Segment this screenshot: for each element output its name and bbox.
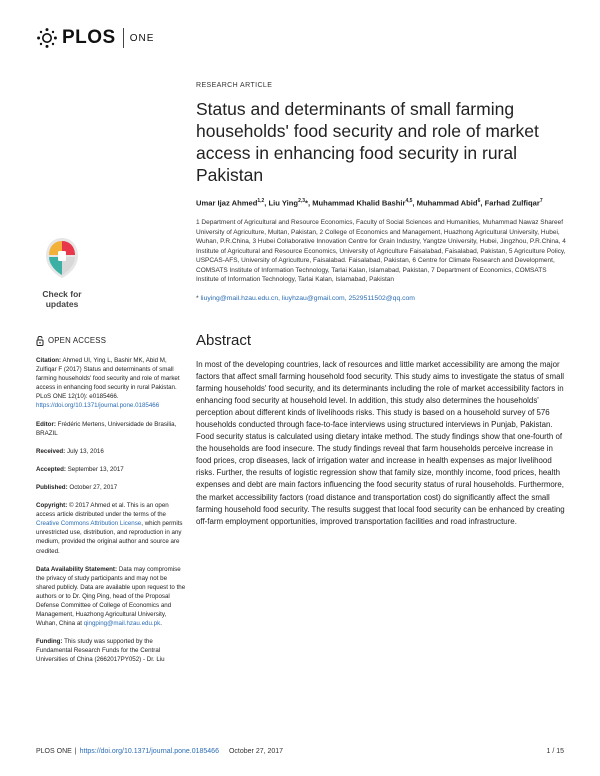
plos-logo-icon [36,27,58,49]
published-label: Published: [36,483,68,491]
data-availability-text: Data may compromise the privacy of study participants and may not be shared publicly. Data are available upon request to the authors or to Dr. Qing Ping, head of the Proposal Defense Committee of College of Economics and Management, Huazhong Agricultural University, Wuhan, China at [36,565,186,628]
logo-text: PLOS [62,27,116,48]
main-content [196,82,568,528]
footer-separator: | [74,748,77,755]
accepted-block [36,465,186,474]
author-affil-sup: 6 [477,198,481,204]
funding-text: This study was supported by the Fundamental Research Funds for the Central Universities of China (2662017PY052) - Dr. Liu [36,638,165,664]
crossmark-label-line2: updates [45,299,79,309]
crossmark-icon [42,236,82,280]
funding-label: Funding: [36,638,63,646]
data-email-link[interactable]: qingping@mail.hzau.edu.pk [83,620,161,628]
plos-one-logo [36,24,154,52]
affiliations: 1 Department of Agricultural and Resource Economics, Faculty of Social Sciences and Humanities, Muhammad Nawaz Shareef University of Agriculture, Multan, Pakistan, 2 College of Economics and Management, Huazhong Agricultural University, Hubei, Wuhan, P.R.China, 3 Hubei Collaborative Innovation Centre for Grain Industry, Yangtze University, Hubei, Jingzhou, P.R.China, 4 Institute of Agricultural and Resource Economics, University of Agriculture Faisalabad, Faisalabad, Pakistan, 5 Agriculture Policy, USPCAS-AFS, University of Agriculture, Faisalabad. Faisalabad, Pakistan, 6 Centre for Climate Research and Development, COMSATS Institute of Information Technology, Tarlai Kalan, Islamabad, Pakistan, 7 Department of Economics, COMSATS Institute of Information Technology, Tarlai Kalan, Islamabad, Pakistan [196,219,566,284]
received-label: Received: [36,447,66,455]
article-type: RESEARCH ARTICLE [196,82,273,89]
citation-label: Citation: [36,357,62,364]
open-access-badge [36,336,186,346]
author-name[interactable]: Liu Ying [268,198,299,208]
footer-doi-link[interactable]: https://doi.org/10.1371/journal.pone.0185466 [79,748,219,755]
email-links[interactable]: liuying@mail.hzau.edu.cn, liuyhzau@gmail.com, 2529511502@qq.com [200,294,415,302]
editor-block [36,420,186,438]
accepted-label: Accepted: [36,465,66,473]
published-date: October 27, 2017 [69,483,118,491]
left-sidebar [36,336,186,674]
copyright-label: Copyright: [36,502,68,510]
published-block [36,483,186,492]
author-name[interactable]: Muhammad Khalid Bashir [312,198,406,208]
received-date: July 13, 2016 [66,447,104,455]
author-name[interactable]: Farhad Zulfiqar [484,198,540,208]
open-lock-icon [36,336,44,346]
copyright-text-1: © 2017 Ahmed et al. This is an open access article distributed under the terms of the [36,502,169,519]
funding-block [36,637,186,664]
citation-text: Ahmed UI, Ying L, Bashir MK, Abid M, Zulfiqar F (2017) Status and determinants of small farming households' food security and role of market access in enhancing food security in rural Pakistan. PLoS ONE 12(10): e0185466. [36,357,180,401]
copyright-text-2: , which permits unrestricted use, distribution, and reproduction in any medium, provided the original author and source are credited. [36,520,183,555]
author-name[interactable]: Umar Ijaz Ahmed [196,198,258,208]
citation-doi-link[interactable]: https://doi.org/10.1371/journal.pone.0185466 [36,402,160,410]
check-for-updates-badge[interactable] [34,236,90,309]
corresponding-emails [196,295,568,302]
author-name[interactable]: Muhammad Abid [416,198,478,208]
email-asterisk: * [196,294,199,302]
article-title: Status and determinants of small farming households' food security and role of market access in enhancing food security in rural Pakistan [196,99,539,185]
page-number: 1 / 15 [546,748,564,755]
logo-divider [123,28,124,48]
author-affil-sup: 4,5 [405,198,413,204]
crossmark-label-line1: Check for [42,289,82,299]
open-access-label: OPEN ACCESS [48,336,107,346]
author-affil-sup: 1,2 [257,198,265,204]
editor-label: Editor: [36,420,56,428]
copyright-block [36,501,186,556]
author-affil-sup: 7 [539,198,543,204]
footer-date: October 27, 2017 [228,748,284,755]
corresponding-mark: * [305,198,308,208]
abstract-heading: Abstract [196,331,252,349]
editor-text: Frédéric Mertens, Universidade de Brasilia, BRAZIL [36,420,177,437]
data-availability-label: Data Availability Statement: [36,565,118,573]
page-footer [36,748,564,755]
data-availability-block: Data Availability Statement: Data may compromise the privacy of study participants and may not be shared publicly. Data are available upon request to the authors or to Dr. Qing Ping, head of the Proposal Defense Committee of College of Economics and Management, Huazhong Agricultural University, Wuhan, China at qingping@mail.hzau.edu.pk. [36,565,186,628]
author-list: Umar Ijaz Ahmed$^{1,2}$, Liu Ying$^{2,3}$*, Muhammad Khalid Bashir$^{4,5}$, Muhammad Abid$^6$, Farhad Zulfiqar$^7$ [196,198,543,208]
citation-block [36,356,186,411]
received-block [36,447,186,456]
footer-journal: PLOS ONE [36,748,72,755]
abstract-text: In most of the developing countries, lack of resources and little market accessibility are among the major factors that affect small farming household food security. This study aims to investigate the status of small farming households' food security, and its determinants including the role of market accessibility factors in enhancing food security at household level. In addition, this study also determines the households' perception about different kinds of livelihoods risks. This study is based on a household survey of 576 households conducted through face-to-face interviews using structured interviews in Punjab, Pakistan. Food security status is calculated using dietary intake method. The study findings show that one-fourth of the households are food insecure. The study findings reveal that farm households perceive increase in food prices, crop diseases, lack of irrigation water and increase in health expenses as major livelihood risks. Further, the results of logistic regression show that family size, monthly income, food prices, health expenses and debt are main factors influencing the food security status of rural households. Furthermore, the market accessibility factors (road distance and transportation cost) do significantly affect the small farming household food security. The results suggest that local food security can be enhanced by creating off-farm employment opportunities, improved transportation facilities and road infrastructure. [196,359,565,526]
license-link[interactable]: Creative Commons Attribution License [36,520,142,528]
logo-journal: ONE [129,32,155,44]
author-affil-sup: 2,3 [298,198,306,204]
accepted-date: September 13, 2017 [67,465,124,473]
